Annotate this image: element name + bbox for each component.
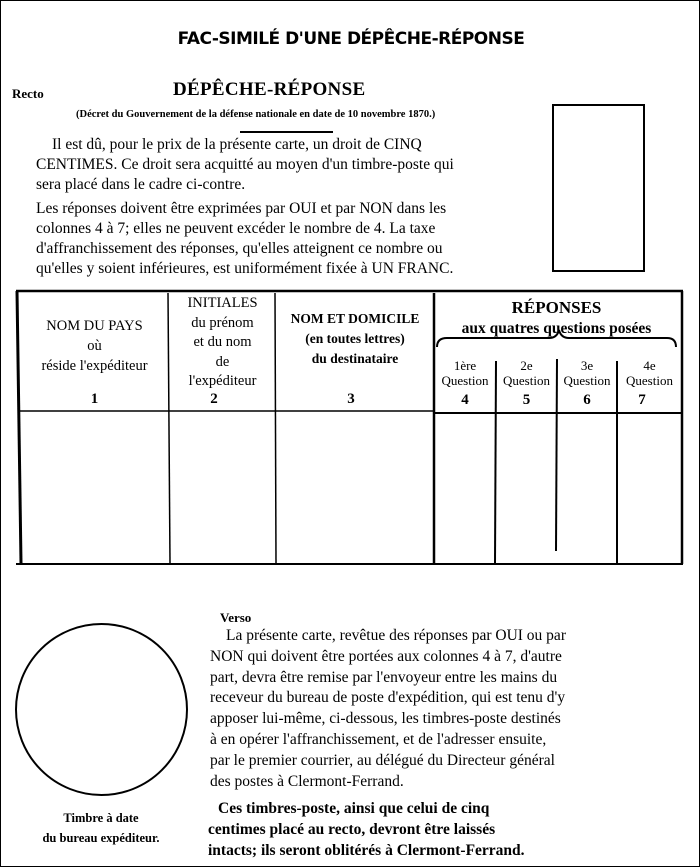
column-number: 3 <box>347 391 355 407</box>
text-line: des postes à Clermont-Ferrand. <box>210 772 404 790</box>
caption-line: du bureau expéditeur. <box>42 831 160 845</box>
column-number: 2 <box>210 391 218 407</box>
text-line: centimes placé au recto, devront être laissés <box>208 821 496 838</box>
text-line: Les réponses doivent être exprimées par OUI et par NON dans les <box>36 200 447 217</box>
text-line: colonnes 4 à 7; elles ne peuvent excéder le nombre de 4. La taxe <box>36 220 436 237</box>
text-line: qu'elles y soient inférieures, est uniformément fixée à UN FRANC. <box>36 260 454 277</box>
header-line: NOM ET DOMICILE <box>290 311 420 326</box>
header-line: du prénom <box>191 314 254 331</box>
verso-instructions <box>210 626 655 792</box>
answers-paragraph <box>36 199 561 279</box>
facsimile-title: FAC-SIMILÉ D'UNE DÉPÊCHE-RÉPONSE <box>177 29 525 49</box>
text-line: CENTIMES. Ce droit sera acquitté au moyen d'un timbre-poste qui <box>36 156 454 173</box>
header-line: l'expéditeur <box>188 373 257 389</box>
question-label: Question <box>563 373 611 388</box>
question-header <box>617 358 682 388</box>
text-line: d'affranchissement des réponses, qu'elles atteignent ce nombre ou <box>36 240 443 257</box>
header-line: où <box>87 338 102 354</box>
header-line: (en toutes lettres) <box>305 331 405 346</box>
question-ordinal: 4e <box>643 358 656 373</box>
question-header <box>434 358 496 388</box>
verso-stamp-notice <box>208 798 608 861</box>
text-line: La présente carte, revêtue des réponses par OUI ou par <box>226 627 566 644</box>
title-rule <box>240 131 333 133</box>
postmark-circle <box>15 623 188 796</box>
fee-paragraph <box>36 135 561 195</box>
text-line: apposer lui-même, ci-dessous, les timbres-poste destinés <box>210 710 561 728</box>
verso-label: Verso <box>220 610 252 625</box>
header-line: de <box>215 353 230 370</box>
header-line: INITIALES <box>187 295 258 311</box>
column-header-recipient <box>276 309 434 369</box>
card-title: DÉPÊCHE-RÉPONSE <box>173 79 366 100</box>
question-label: Question <box>441 373 489 388</box>
question-label: Question <box>503 373 550 388</box>
text-line: sera placé dans le cadre ci-contre. <box>36 176 246 193</box>
column-number: 6 <box>583 392 591 408</box>
text-line: receveur du bureau de poste d'expédition, qui est tenu d'y <box>210 689 566 707</box>
stamp-frame <box>552 104 645 272</box>
question-ordinal: 1ère <box>453 358 477 373</box>
column-header-sender-country <box>21 316 168 376</box>
question-header <box>557 358 617 388</box>
text-line: Ces timbres-poste, ainsi que celui de cinq <box>218 800 490 817</box>
column-header-sender-initials <box>170 294 275 392</box>
header-line: du destinataire <box>311 351 399 366</box>
text-line: part, devra être remise par l'envoyeur entre les mains du <box>210 668 558 686</box>
header-line: NOM DU PAYS <box>46 318 143 334</box>
text-line: Il est dû, pour le prix de la présente carte, un droit de CINQ <box>52 136 422 153</box>
text-line: NON qui doivent être portées aux colonnes 4 à 7, d'autre <box>210 647 562 665</box>
header-line: et du nom <box>193 334 252 350</box>
question-ordinal: 2e <box>520 358 533 373</box>
column-number: 1 <box>90 391 99 407</box>
header-line: réside l'expéditeur <box>41 358 148 374</box>
responses-title: RÉPONSES <box>511 298 602 317</box>
text-line: intacts; ils seront oblitérés à Clermont-Ferrand. <box>208 842 525 859</box>
question-ordinal: 3e <box>580 358 594 373</box>
text-line: par le premier courrier, au délégué du Directeur général <box>210 751 555 769</box>
column-number: 5 <box>522 392 531 408</box>
responses-subtitle: aux quatres questions posées <box>461 320 652 337</box>
question-header <box>496 358 557 388</box>
decree-note: (Décret du Gouvernement de la défense nationale en date de 10 novembre 1870.) <box>76 109 436 120</box>
column-number: 4 <box>461 392 469 408</box>
caption-line: Timbre à date <box>63 811 139 825</box>
text-line: à en opérer l'affranchissement, et de l'adresser ensuite, <box>210 730 547 748</box>
postmark-caption <box>1 808 201 848</box>
column-number: 7 <box>638 392 646 408</box>
question-label: Question <box>626 373 673 388</box>
recto-label: Recto <box>12 86 44 101</box>
